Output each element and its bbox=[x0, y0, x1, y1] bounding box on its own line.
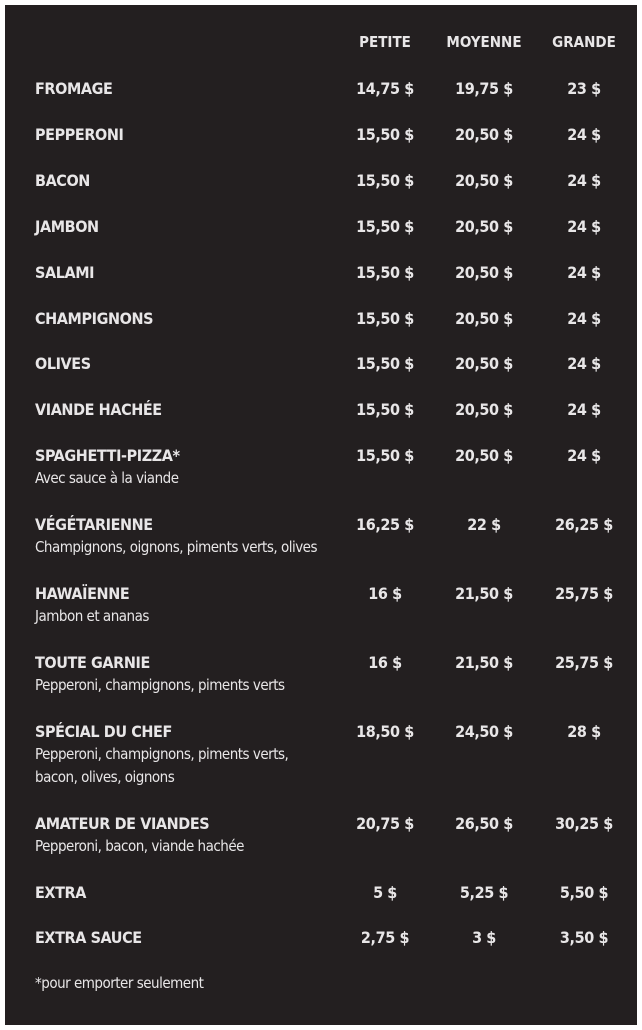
item-name: SPAGHETTI-PIZZA* bbox=[35, 446, 180, 465]
price-moyenne: 24,50 $ bbox=[455, 722, 513, 741]
price-petite: 16 $ bbox=[368, 584, 402, 603]
price-moyenne: 20,50 $ bbox=[455, 171, 513, 190]
price-petite: 14,75 $ bbox=[356, 79, 414, 98]
price-grande: 24 $ bbox=[567, 446, 601, 465]
item-name: VÉGÉTARIENNE bbox=[35, 515, 153, 534]
price-petite: 16,25 $ bbox=[356, 515, 414, 534]
price-moyenne: 20,50 $ bbox=[455, 263, 513, 282]
item-description: Avec sauce à la viande bbox=[35, 469, 179, 487]
item-description: Champignons, oignons, piments verts, olives bbox=[35, 538, 318, 556]
footnote-text: *pour emporter seulement bbox=[35, 974, 204, 992]
price-grande: 28 $ bbox=[567, 722, 601, 741]
price-grande: 24 $ bbox=[567, 354, 601, 373]
item-description: Pepperoni, champignons, piments verts bbox=[35, 676, 285, 694]
item-name: SALAMI bbox=[35, 263, 95, 282]
price-moyenne: 20,50 $ bbox=[455, 354, 513, 373]
item-name: FROMAGE bbox=[35, 79, 113, 98]
price-grande: 3,50 $ bbox=[559, 928, 609, 947]
item-name: AMATEUR DE VIANDES bbox=[35, 814, 210, 833]
price-petite: 15,50 $ bbox=[356, 263, 414, 282]
price-moyenne: 20,50 $ bbox=[455, 309, 513, 328]
item-name: TOUTE GARNIE bbox=[35, 653, 150, 672]
price-grande: 24 $ bbox=[567, 217, 601, 236]
price-moyenne: 5,25 $ bbox=[459, 883, 509, 902]
price-grande: 24 $ bbox=[567, 125, 601, 144]
price-petite: 15,50 $ bbox=[356, 354, 414, 373]
price-moyenne: 19,75 $ bbox=[455, 79, 513, 98]
item-name: VIANDE HACHÉE bbox=[35, 400, 162, 419]
header-moyenne: MOYENNE bbox=[446, 33, 522, 51]
price-petite: 15,50 $ bbox=[356, 171, 414, 190]
price-petite: 18,50 $ bbox=[356, 722, 414, 741]
price-grande: 25,75 $ bbox=[555, 653, 613, 672]
item-description: Jambon et ananas bbox=[35, 607, 149, 625]
header-grande: GRANDE bbox=[552, 33, 616, 51]
price-moyenne: 20,50 $ bbox=[455, 217, 513, 236]
price-grande: 24 $ bbox=[567, 400, 601, 419]
item-description: Pepperoni, bacon, viande hachée bbox=[35, 837, 244, 855]
price-grande: 23 $ bbox=[567, 79, 601, 98]
item-description: Pepperoni, champignons, piments verts, bacon, olives, oignons bbox=[35, 745, 289, 786]
item-name: CHAMPIGNONS bbox=[35, 309, 154, 328]
price-moyenne: 20,50 $ bbox=[455, 125, 513, 144]
price-petite: 15,50 $ bbox=[356, 309, 414, 328]
item-name: PEPPERONI bbox=[35, 125, 124, 144]
item-name: HAWAÏENNE bbox=[35, 584, 130, 603]
price-grande: 5,50 $ bbox=[559, 883, 609, 902]
price-moyenne: 20,50 $ bbox=[455, 400, 513, 419]
price-petite: 2,75 $ bbox=[360, 928, 410, 947]
price-petite: 15,50 $ bbox=[356, 400, 414, 419]
price-grande: 30,25 $ bbox=[555, 814, 613, 833]
price-grande: 25,75 $ bbox=[555, 584, 613, 603]
item-name: SPÉCIAL DU CHEF bbox=[35, 722, 172, 741]
item-name: JAMBON bbox=[35, 217, 99, 236]
header-petite: PETITE bbox=[359, 33, 411, 51]
price-grande: 24 $ bbox=[567, 263, 601, 282]
price-moyenne: 26,50 $ bbox=[455, 814, 513, 833]
price-moyenne: 3 $ bbox=[472, 928, 496, 947]
price-grande: 26,25 $ bbox=[555, 515, 613, 534]
price-moyenne: 20,50 $ bbox=[455, 446, 513, 465]
price-petite: 16 $ bbox=[368, 653, 402, 672]
price-moyenne: 22 $ bbox=[467, 515, 501, 534]
item-name: EXTRA SAUCE bbox=[35, 928, 142, 947]
price-moyenne: 21,50 $ bbox=[455, 653, 513, 672]
item-name: EXTRA bbox=[35, 883, 86, 902]
price-petite: 20,75 $ bbox=[356, 814, 414, 833]
price-petite: 15,50 $ bbox=[356, 125, 414, 144]
price-grande: 24 $ bbox=[567, 171, 601, 190]
price-petite: 15,50 $ bbox=[356, 446, 414, 465]
price-petite: 15,50 $ bbox=[356, 217, 414, 236]
item-name: BACON bbox=[35, 171, 90, 190]
price-grande: 24 $ bbox=[567, 309, 601, 328]
price-moyenne: 21,50 $ bbox=[455, 584, 513, 603]
item-name: OLIVES bbox=[35, 354, 91, 373]
pizza-price-menu bbox=[5, 5, 637, 1025]
price-petite: 5 $ bbox=[373, 883, 397, 902]
